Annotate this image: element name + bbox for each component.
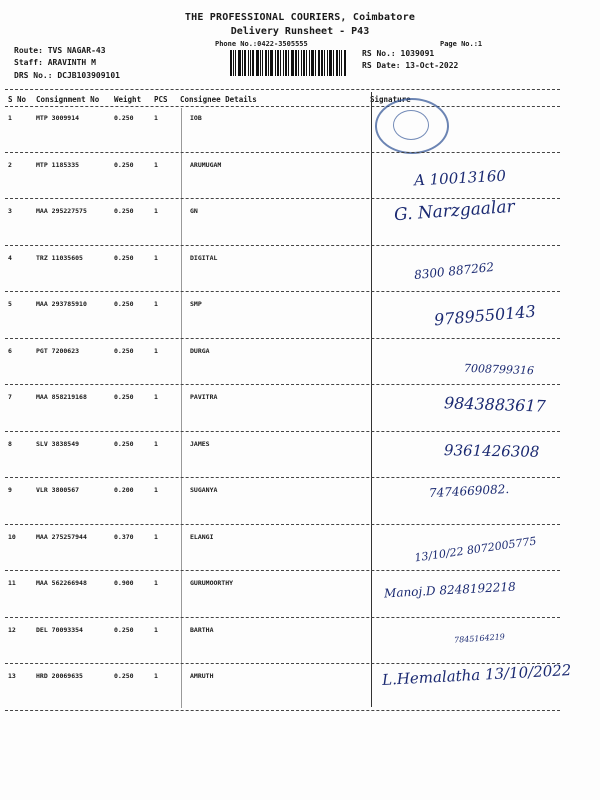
- barcode-bar: [256, 50, 259, 76]
- drs-number: DRS No.: DCJB103909101: [14, 71, 120, 80]
- row-consignment: PGT 7200623: [36, 346, 80, 355]
- row-rule: [5, 245, 560, 246]
- page-number: Page No.:1: [440, 40, 483, 48]
- signature-column-divider: [371, 92, 372, 707]
- rs-number: RS No.: 1039091: [362, 49, 435, 58]
- row-signature: G. Narzgaalar: [393, 196, 516, 226]
- row-weight: 0.250: [114, 300, 134, 308]
- row-consignment: MTP 3009914: [36, 114, 80, 122]
- barcode-bar: [288, 50, 289, 76]
- row-consignee: SMP: [190, 300, 202, 308]
- row-sno: 9: [8, 486, 12, 494]
- row-consignee: DURGA: [190, 346, 210, 355]
- row-sno: 3: [8, 207, 12, 215]
- row-consignee: GURUMOORTHY: [190, 579, 234, 587]
- barcode-bar: [295, 50, 297, 76]
- row-consignee: DIGITAL: [190, 253, 218, 262]
- route: Route: TVS NAGAR-43: [14, 46, 106, 55]
- row-rule: [5, 617, 560, 618]
- row-weight: 0.250: [114, 207, 134, 215]
- barcode-bar: [230, 50, 232, 76]
- row-weight: 0.200: [114, 486, 134, 494]
- col-pcs: PCS: [154, 95, 168, 104]
- row-consignment: VLR 3800567: [36, 486, 80, 494]
- row-signature: A 10013160: [413, 166, 507, 189]
- barcode-bar: [303, 50, 305, 76]
- barcode-bar: [321, 50, 323, 76]
- row-weight: 0.250: [114, 346, 134, 355]
- row-consignee: ARUMUGAM: [190, 160, 222, 169]
- row-signature: 13/10/22 8072005775: [413, 534, 538, 564]
- row-pcs: 1: [154, 253, 158, 262]
- barcode-bar: [306, 50, 307, 76]
- row-consignment: SLV 3838549: [36, 439, 80, 448]
- row-signature: 7474669082.: [428, 481, 510, 501]
- phone-number: Phone No.:0422-3505555: [215, 40, 308, 48]
- row-pcs: 1: [154, 160, 158, 169]
- barcode-bar: [344, 50, 346, 76]
- row-rule: [5, 152, 560, 153]
- row-rule: [5, 570, 560, 571]
- row-weight: 0.900: [114, 579, 134, 587]
- barcode-bar: [327, 50, 328, 76]
- row-weight: 0.250: [114, 253, 134, 262]
- barcode-bar: [260, 50, 261, 76]
- barcode-bar: [291, 50, 294, 76]
- barcode-bar: [280, 50, 281, 76]
- barcode-bar: [250, 50, 251, 76]
- row-pcs: 1: [154, 300, 158, 308]
- row-consignee: JAMES: [190, 439, 210, 448]
- row-sno: 11: [8, 579, 16, 587]
- barcode-bar: [329, 50, 332, 76]
- col-weight: Weight: [114, 95, 142, 104]
- row-sno: 8: [8, 439, 12, 448]
- row-rule: [5, 338, 560, 339]
- barcode-bar: [275, 50, 276, 76]
- row-pcs: 1: [154, 486, 158, 494]
- row-consignment: MAA 295227575: [36, 207, 87, 215]
- header-top-rule: [5, 89, 560, 90]
- row-consignment: MAA 562266948: [36, 579, 87, 587]
- row-sno: 1: [8, 114, 12, 122]
- barcode-bar: [268, 50, 269, 76]
- barcode-bar: [238, 50, 241, 76]
- row-pcs: 1: [154, 532, 158, 541]
- barcode-bar: [301, 50, 302, 76]
- barcode-bar: [277, 50, 279, 76]
- row-sno: 5: [8, 300, 12, 308]
- row-consignment: DEL 70093354: [36, 625, 83, 634]
- row-consignment: TRZ 11035605: [36, 253, 83, 262]
- barcode-bar: [336, 50, 338, 76]
- barcode-bar: [311, 50, 314, 76]
- row-sno: 12: [8, 625, 16, 634]
- row-weight: 0.250: [114, 439, 134, 448]
- row-rule: [5, 524, 560, 525]
- barcode-bar: [242, 50, 243, 76]
- row-pcs: 1: [154, 114, 158, 122]
- col-signature: Signature: [370, 95, 411, 104]
- row-consignment: MAA 293785910: [36, 300, 87, 308]
- row-rule: [5, 431, 560, 432]
- row-weight: 0.250: [114, 393, 134, 401]
- row-consignment: MTP 1185335: [36, 160, 80, 169]
- barcode-bar: [333, 50, 334, 76]
- row-signature: 9789550143: [433, 301, 537, 330]
- barcode-bar: [324, 50, 325, 76]
- row-rule: [5, 477, 560, 478]
- row-consignment: MAA 858219168: [36, 393, 87, 401]
- row-consignee: ELANGI: [190, 532, 214, 541]
- row-pcs: 1: [154, 625, 158, 634]
- col-consignee: Consignee Details: [180, 95, 257, 104]
- row-weight: 0.250: [114, 672, 134, 680]
- row-signature: Manoj.D 8248192218: [383, 579, 516, 601]
- barcode-bar: [244, 50, 246, 76]
- row-signature: 9843883617: [443, 393, 547, 416]
- barcode-bar: [283, 50, 284, 76]
- barcode-bar: [298, 50, 299, 76]
- row-consignee: BARTHA: [190, 625, 214, 634]
- document-title: THE PROFESSIONAL COURIERS, Coimbatore: [184, 12, 416, 23]
- row-weight: 0.250: [114, 160, 134, 169]
- row-sno: 7: [8, 393, 12, 401]
- barcode-bar: [318, 50, 320, 76]
- col-consignment: Consignment No: [36, 95, 100, 104]
- barcode-bar: [265, 50, 267, 76]
- barcode-bar: [309, 50, 310, 76]
- barcode-bar: [315, 50, 316, 76]
- row-pcs: 1: [154, 346, 158, 355]
- barcode-bar: [285, 50, 287, 76]
- row-pcs: 1: [154, 393, 158, 401]
- row-signature: L.Hemalatha 13/10/2022: [381, 661, 572, 689]
- row-sno: 2: [8, 160, 12, 169]
- row-sno: 4: [8, 253, 12, 262]
- row-pcs: 1: [154, 672, 158, 680]
- row-weight: 0.250: [114, 625, 134, 634]
- row-consignee: IOB: [190, 114, 202, 122]
- rs-date: RS Date: 13-Oct-2022: [362, 61, 459, 70]
- barcode: [230, 50, 354, 76]
- barcode-bar: [262, 50, 263, 76]
- barcode-bar: [270, 50, 273, 76]
- staff: Staff: ARAVINTH M: [14, 58, 96, 67]
- row-rule: [5, 663, 560, 664]
- row-signature: 8300 887262: [413, 259, 495, 282]
- row-consignee: SUGANYA: [190, 486, 218, 494]
- row-consignee: GN: [190, 207, 198, 215]
- header-bottom-rule: [5, 106, 560, 107]
- row-rule: [5, 384, 560, 385]
- row-rule: [5, 291, 560, 292]
- row-pcs: 1: [154, 439, 158, 448]
- row-pcs: 1: [154, 579, 158, 587]
- document-subtitle: Delivery Runsheet - P43: [230, 26, 370, 37]
- row-pcs: 1: [154, 207, 158, 215]
- barcode-bar: [233, 50, 234, 76]
- row-consignment: HRD 20069635: [36, 672, 83, 680]
- row-consignee: AMRUTH: [190, 672, 214, 680]
- row-sno: 6: [8, 346, 12, 355]
- col-sno: S No: [8, 95, 27, 104]
- row-weight: 0.250: [114, 114, 134, 122]
- barcode-bar: [252, 50, 254, 76]
- row-sno: 13: [8, 672, 16, 680]
- barcode-bar: [248, 50, 249, 76]
- row-consignment: MAA 275257944: [36, 532, 87, 541]
- row-consignee: PAVITRA: [190, 393, 218, 401]
- row-signature: 7008799316: [463, 361, 535, 377]
- row-signature: 7845164219: [453, 631, 506, 645]
- barcode-bar: [341, 50, 342, 76]
- row-weight: 0.370: [114, 532, 134, 541]
- row-rule: [5, 710, 560, 711]
- row-signature: 9361426308: [443, 440, 540, 461]
- company-stamp-inner: [393, 110, 429, 140]
- barcode-bar: [235, 50, 236, 76]
- barcode-bar: [339, 50, 340, 76]
- row-sno: 10: [8, 532, 16, 541]
